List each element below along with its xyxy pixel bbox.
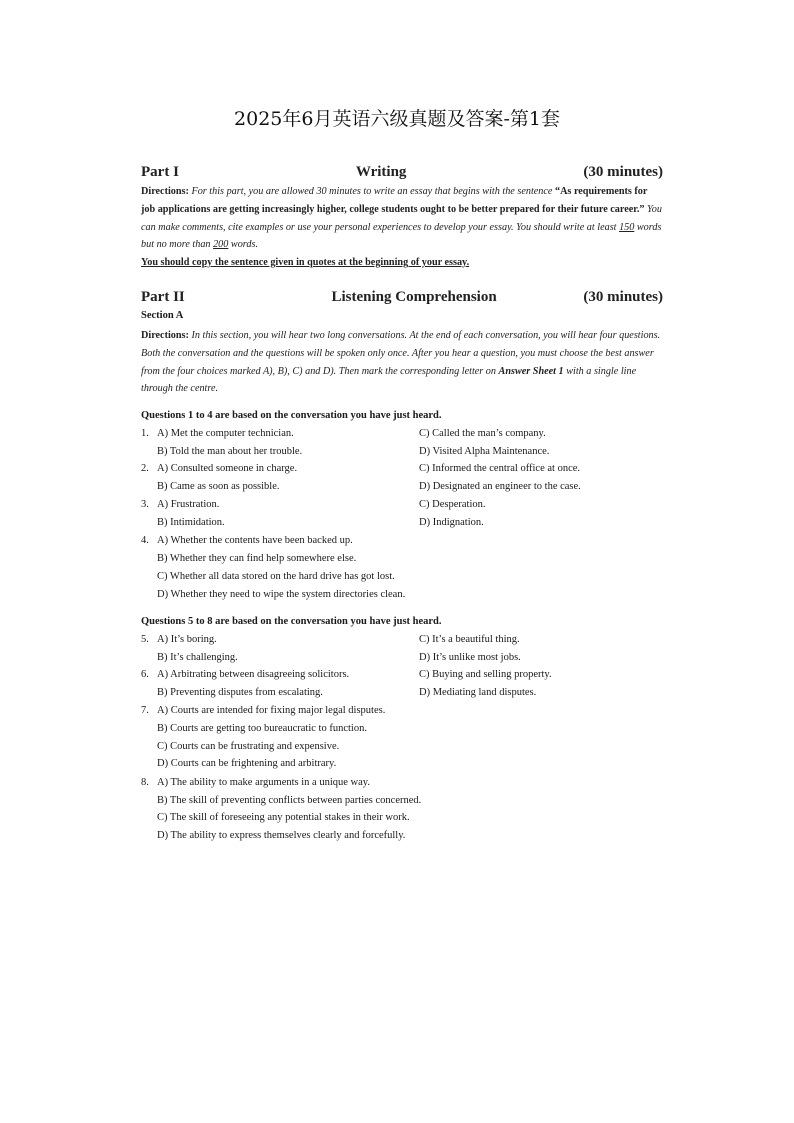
question-row	[141, 723, 663, 741]
question-row	[141, 535, 663, 553]
option-a: A) Courts are intended for fixing major legal disputes.	[157, 705, 386, 716]
question-row	[141, 777, 663, 795]
option-b: B) The skill of preventing conflicts between parties concerned.	[157, 795, 422, 806]
question-number: 3.	[141, 499, 149, 510]
part2-header	[141, 289, 663, 306]
option-b: B) Told the man about her trouble.	[157, 446, 303, 457]
option-d: D) It’s unlike most jobs.	[419, 652, 521, 663]
option-a: A) It’s boring.	[157, 634, 217, 645]
part1-directions-text4: words.	[230, 239, 258, 251]
page-title: 2025年6月英语六级真题及答案-第1套	[234, 108, 560, 130]
question-row	[141, 571, 663, 589]
option-d: D) Mediating land disputes.	[419, 687, 537, 698]
question-row	[141, 517, 663, 535]
question-group-heading: Questions 5 to 8 are based on the conversation you have just heard.	[141, 616, 442, 627]
question-group-heading: Questions 1 to 4 are based on the conversation you have just heard.	[141, 410, 442, 421]
question-row	[141, 758, 663, 776]
option-c: C) It’s a beautiful thing.	[419, 634, 520, 645]
section-a-label: Section A	[141, 310, 184, 321]
part2-name: Listening Comprehension	[331, 289, 497, 305]
option-d: D) Visited Alpha Maintenance.	[419, 446, 550, 457]
part2-directions	[141, 327, 663, 398]
question-number: 8.	[141, 777, 149, 788]
question-number: 5.	[141, 634, 149, 645]
option-d: D) Whether they need to wipe the system directories clean.	[157, 589, 406, 600]
option-a: A) Whether the contents have been backed up.	[157, 535, 353, 546]
part2-directions-label: Directions:	[141, 330, 189, 341]
part1-name: Writing	[355, 164, 407, 180]
part1-essay-prompt: “As requirements for job applications are getting increasingly higher, college students ought to be better prepared for their future career.”	[141, 186, 648, 215]
question-row	[141, 463, 663, 481]
option-c: C) Informed the central office at once.	[419, 463, 581, 474]
question-row	[141, 741, 663, 759]
question-row	[141, 669, 663, 687]
option-b: B) Whether they can find help somewhere else.	[157, 553, 357, 564]
option-c: C) Courts can be frustrating and expensive.	[157, 741, 340, 752]
part2-time: (30 minutes)	[583, 289, 663, 305]
part1-label: Part I	[141, 164, 179, 180]
option-b: B) Courts are getting too bureaucratic to function.	[157, 723, 367, 734]
question-number: 4.	[141, 535, 149, 546]
option-a: A) The ability to make arguments in a unique way.	[157, 777, 370, 788]
question-row	[141, 499, 663, 517]
option-a: A) Consulted someone in charge.	[157, 463, 298, 474]
part1-note: You should copy the sentence given in quotes at the beginning of your essay.	[141, 257, 470, 268]
part1-min-words: 150	[619, 221, 635, 233]
part1-directions-text2: You can make comments, cite examples or use your personal experiences to develop your essay. You should write at least	[141, 203, 662, 233]
question-row	[141, 634, 663, 652]
option-a: A) Met the computer technician.	[157, 428, 294, 439]
question-number: 1.	[141, 428, 149, 439]
question-row	[141, 830, 663, 848]
option-d: D) Courts can be frightening and arbitrary.	[157, 758, 337, 769]
part2-directions-text2: with a single line through the centre.	[141, 365, 637, 395]
question-row	[141, 812, 663, 830]
part2-label: Part II	[141, 289, 185, 305]
option-c: C) The skill of foreseeing any potential stakes in their work.	[157, 812, 410, 823]
option-c: C) Desperation.	[419, 499, 486, 510]
part2-directions-text1: In this section, you will hear two long conversations. At the end of each conversation, you will hear four questions. Both the conversation and the questions will be spoken only once. After you hear a question, you must choose the best answer from the four choices marked A), B), C) and D). Then mark the corresponding letter on	[141, 330, 661, 377]
option-b: B) Came as soon as possible.	[157, 481, 280, 492]
option-b: B) Intimidation.	[157, 517, 225, 528]
question-row	[141, 446, 663, 464]
question-row	[141, 795, 663, 813]
part1-max-words: 200	[213, 239, 229, 251]
question-row	[141, 652, 663, 670]
option-a: A) Arbitrating between disagreeing solicitors.	[157, 669, 350, 680]
part1-directions-text3: words but no more than	[141, 221, 662, 251]
question-row	[141, 553, 663, 571]
question-row	[141, 481, 663, 499]
option-c: C) Buying and selling property.	[419, 669, 552, 680]
option-c: C) Whether all data stored on the hard drive has got lost.	[157, 571, 395, 582]
option-d: D) The ability to express themselves clearly and forcefully.	[157, 830, 406, 841]
question-row	[141, 687, 663, 705]
part1-directions-label: Directions:	[141, 186, 189, 197]
part1-directions	[141, 183, 663, 254]
option-d: D) Designated an engineer to the case.	[419, 481, 581, 492]
part1-time: (30 minutes)	[583, 164, 663, 180]
question-row	[141, 705, 663, 723]
part1-header	[141, 164, 663, 181]
question-number: 2.	[141, 463, 149, 474]
option-c: C) Called the man’s company.	[419, 428, 546, 439]
answer-sheet-ref: Answer Sheet 1	[498, 365, 564, 377]
question-number: 6.	[141, 669, 149, 680]
option-d: D) Indignation.	[419, 517, 484, 528]
part1-directions-text1: For this part, you are allowed 30 minutes to write an essay that begins with the sentence	[191, 186, 553, 197]
option-b: B) It’s challenging.	[157, 652, 238, 663]
question-row	[141, 589, 663, 607]
question-row	[141, 428, 663, 446]
option-b: B) Preventing disputes from escalating.	[157, 687, 323, 698]
option-a: A) Frustration.	[157, 499, 220, 510]
question-number: 7.	[141, 705, 149, 716]
